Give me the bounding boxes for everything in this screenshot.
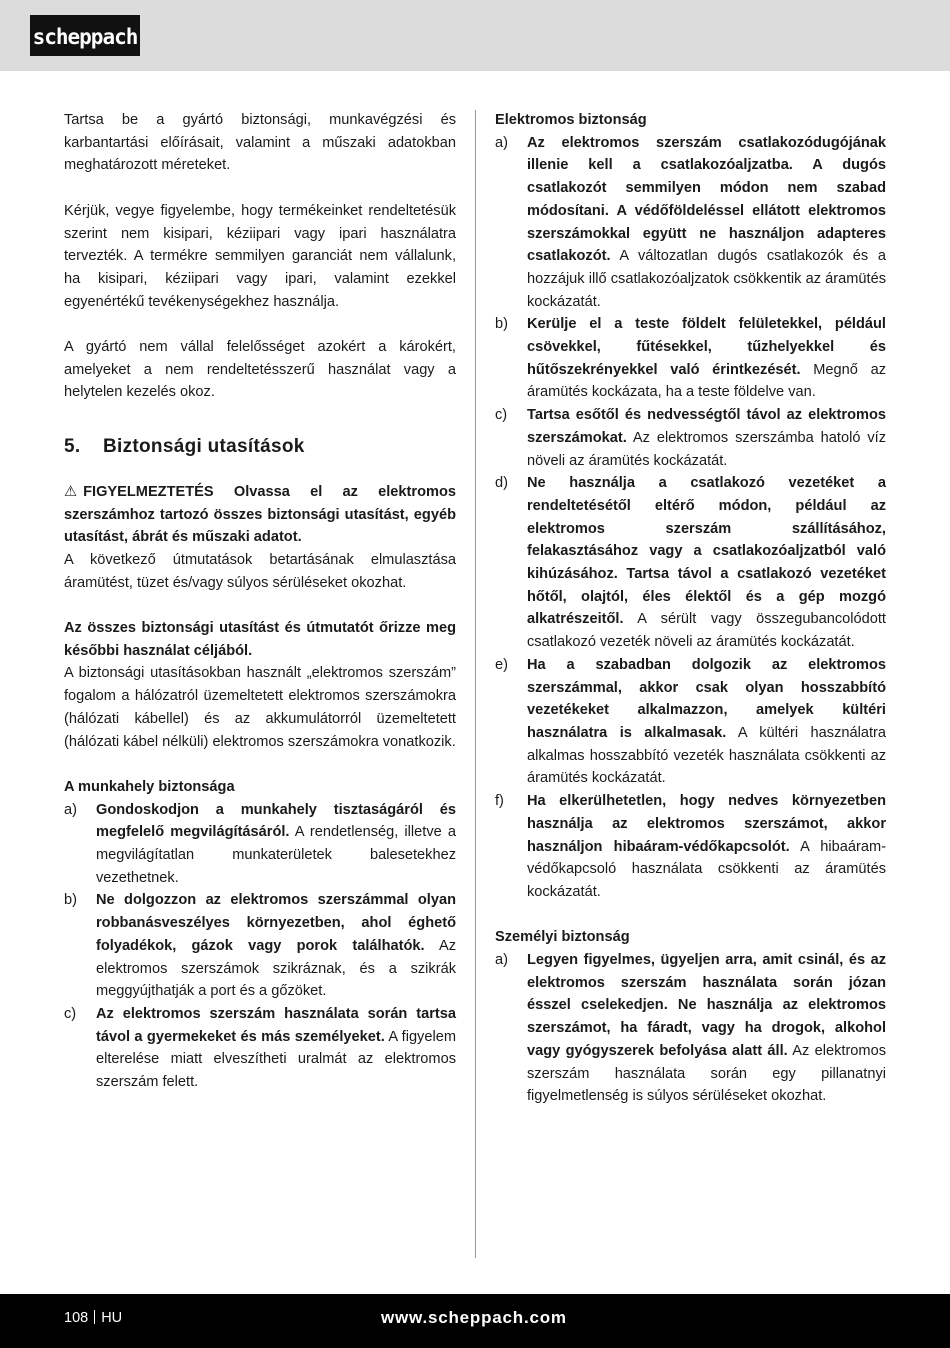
workplace-item bbox=[64, 889, 456, 1003]
list-item-normal-text: A változatlan dugós csatlakozók és a hozzájuk illő csatlakozóaljzatok csökkentik az áramütés kockázatát. bbox=[527, 248, 886, 310]
list-item-bold-text: Ne dolgozzon az elektromos szerszámmal olyan robbanásveszélyes környezetben, ahol éghető folyadékok, gázok vagy porok találhatók. bbox=[96, 892, 456, 954]
personal-item bbox=[495, 949, 886, 1108]
list-item-letter: c) bbox=[495, 407, 508, 424]
workplace-list bbox=[64, 799, 456, 1094]
personal-list bbox=[495, 949, 886, 1108]
header-bar bbox=[0, 0, 950, 71]
right-column bbox=[495, 109, 886, 1108]
workplace-heading: A munkahely biztonsága bbox=[64, 778, 235, 795]
page-info bbox=[64, 1310, 122, 1326]
list-item-letter: f) bbox=[495, 793, 504, 810]
electrical-item bbox=[495, 654, 886, 790]
list-item-letter: a) bbox=[495, 134, 508, 151]
list-item-body bbox=[96, 889, 456, 1003]
list-item-bold-text: Ha a szabadban dolgozik az elektromos szerszámmal, akkor csak olyan hosszabbító vezetékeket alkalmazzon, amelyek kültéri használatra is alkalmasak. bbox=[527, 656, 886, 741]
list-item-letter: e) bbox=[495, 656, 508, 673]
keep-instructions-bold: Az összes biztonsági utasítást és útmutatót őrizze meg későbbi használat céljából. bbox=[64, 620, 456, 659]
list-item-bold-text: Az elektromos szerszám használata során tartsa távol a gyermekeket és más személyeket. bbox=[96, 1005, 456, 1045]
electrical-item bbox=[495, 472, 886, 654]
personal-heading: Személyi biztonság bbox=[495, 929, 630, 946]
list-item-bold-text: Kerülje el a teste földelt felületekkel, például csövekkel, fűtésekkel, tűzhelyekkel és hűtőszekrényekkel való érintkezését. bbox=[527, 316, 886, 378]
keep-instructions-text: A biztonsági utasításokban használt „elektromos szerszám” fogalom a hálózatról üzemeltetett elektromos szerszámokra (hálózati kábellel) és az akkumulátorról üzemeltetett (hálózati kábel nélküli) elektromos szerszámokra vonatkozik. bbox=[64, 665, 456, 750]
list-item-body bbox=[527, 949, 886, 1108]
list-item-letter: b) bbox=[495, 316, 508, 333]
list-item-normal-text: A kültéri használatra alkalmas hosszabbító vezeték használata csökkenti az áramütés kockázatát. bbox=[527, 724, 886, 787]
section-number: 5. bbox=[64, 435, 81, 457]
list-item-bold-text: Tartsa esőtől és nedvességtől távol az elektromos szerszámokat. bbox=[527, 407, 886, 446]
list-item-normal-text: A rendetlenség, illetve a megvilágítatlan munkaterületek balesetekhez vezethetnek. bbox=[96, 824, 456, 886]
intro-paragraph-1: Tartsa be a gyártó biztonsági, munkavégzési és karbantartási előírásait, valamint a műszaki adatokban meghatározott méreteket. bbox=[64, 112, 456, 174]
electrical-item bbox=[495, 404, 886, 472]
website-link[interactable]: www.scheppach.com bbox=[381, 1308, 567, 1327]
language-code: HU bbox=[101, 1310, 123, 1326]
brand-logo bbox=[30, 15, 140, 56]
workplace-item bbox=[64, 1003, 456, 1094]
section-heading bbox=[64, 435, 456, 459]
intro-paragraph-3: A gyártó nem vállal felelősséget azokért a károkért, amelyeket a nem rendeltetésszerű használat vagy a helytelen kezelés okoz. bbox=[64, 339, 456, 401]
workplace-item bbox=[64, 799, 456, 890]
list-item-body bbox=[527, 132, 886, 314]
list-item-letter: c) bbox=[64, 1005, 77, 1022]
list-item-bold-text: Gondoskodjon a munkahely tisztaságáról és megfelelő megvilágításáról. bbox=[96, 801, 456, 841]
list-item-body bbox=[527, 472, 886, 654]
section-title: Biztonsági utasítások bbox=[103, 435, 305, 457]
electrical-item bbox=[495, 790, 886, 904]
list-item-bold-text: Legyen figyelmes, ügyeljen arra, amit csinál, és az elektromos szerszám használata során józan ésszel cselekedjen. Ne használja az elektromos szerszámot, ha fáradt, vagy ha drogok, alkohol vagy gyógyszerek befolyása alatt áll. bbox=[527, 952, 886, 1059]
list-item-body bbox=[96, 799, 456, 890]
list-item-normal-text: Megnő az áramütés kockázata, ha a teste földelve van. bbox=[527, 361, 886, 401]
list-item-normal-text: A sérült vagy összegubancolódott csatlakozó vezeték növeli az áramütés kockázatát. bbox=[527, 611, 886, 651]
list-item-normal-text: A hibaáram-védőkapcsoló használata csökkenti az áramütés kockázatát. bbox=[527, 838, 886, 900]
logo-text: scheppach bbox=[32, 24, 138, 49]
warning-triangle-icon: ⚠ bbox=[64, 483, 78, 500]
page-number: 108 bbox=[64, 1310, 89, 1326]
list-item-body bbox=[527, 790, 886, 904]
list-item-body bbox=[527, 654, 886, 790]
list-item-letter: a) bbox=[64, 801, 77, 818]
list-item-letter: d) bbox=[495, 475, 508, 492]
list-item-normal-text: Az elektromos szerszám használata során egy pillanatnyi figyelmetlenség is súlyos sérüléseket okozhat. bbox=[527, 1042, 886, 1105]
warning-bold-text: FIGYELMEZTETÉS Olvassa el az elektromos szerszámhoz tartozó összes biztonsági utasítást, egyéb utasítást, ábrát és műszaki adatot. bbox=[64, 483, 456, 546]
list-item-letter: a) bbox=[495, 952, 508, 968]
electrical-heading: Elektromos biztonság bbox=[495, 112, 647, 128]
list-item-normal-text: A figyelem elterelése miatt elveszítheti uralmát az elektromos szerszám felett. bbox=[96, 1028, 456, 1091]
left-column bbox=[64, 109, 456, 1094]
list-item-body bbox=[96, 1003, 456, 1094]
list-item-letter: b) bbox=[64, 892, 77, 909]
electrical-list bbox=[495, 132, 886, 904]
warning-text: A következő útmutatások betartásának elmulasztása áramütést, tüzet és/vagy súlyos sérüléseket okozhat. bbox=[64, 551, 456, 591]
list-item-body bbox=[527, 313, 886, 404]
list-item-body bbox=[527, 404, 886, 472]
list-item-bold-text: Ha elkerülhetetlen, hogy nedves környezetben használja az elektromos szerszámot, akkor használjon hibaáram-védőkapcsolót. bbox=[527, 793, 886, 855]
footer-bar bbox=[0, 1294, 950, 1348]
list-item-normal-text: Az elektromos szerszámba hatoló víz növeli az áramütés kockázatát. bbox=[527, 429, 886, 469]
electrical-item bbox=[495, 132, 886, 314]
list-item-bold-text: Ne használja a csatlakozó vezetéket a rendeltetésétől eltérő módon, például az elektromos szerszám szállításához, felakasztásához vagy a csatlakozóaljzatból való kihúzásához. Tartsa távol a csatlakozó vezetéket hőtől, olajtól, éles élektől és a gép mozgó alkatrészeitől. bbox=[527, 475, 886, 628]
list-item-bold-text: Az elektromos szerszám csatlakozódugójának illenie kell a csatlakozóaljzatba. A dugós csatlakozót semmilyen módon nem szabad módosítani. A védőföldeléssel ellátott elektromos szerszámokkal együtt ne használjon adapteres csatlakozót. bbox=[527, 134, 886, 265]
list-item-normal-text: Az elektromos szerszámok szikráznak, és a szikrák meggyújthatják a port és a gőzöket. bbox=[96, 937, 456, 1000]
intro-paragraph-2: Kérjük, vegye figyelembe, hogy termékeinket rendeltetésük szerint nem kisipari, kéziipari vagy ipari használatra tervezték. A termékre semmilyen garanciát nem vállalunk, ha kisipari, kéziipari vagy ipari, valamint ezekkel egyenértékű tevékenységekhez használja. bbox=[64, 202, 456, 310]
electrical-item bbox=[495, 313, 886, 404]
column-divider bbox=[475, 110, 476, 1258]
page-separator bbox=[94, 1310, 95, 1324]
